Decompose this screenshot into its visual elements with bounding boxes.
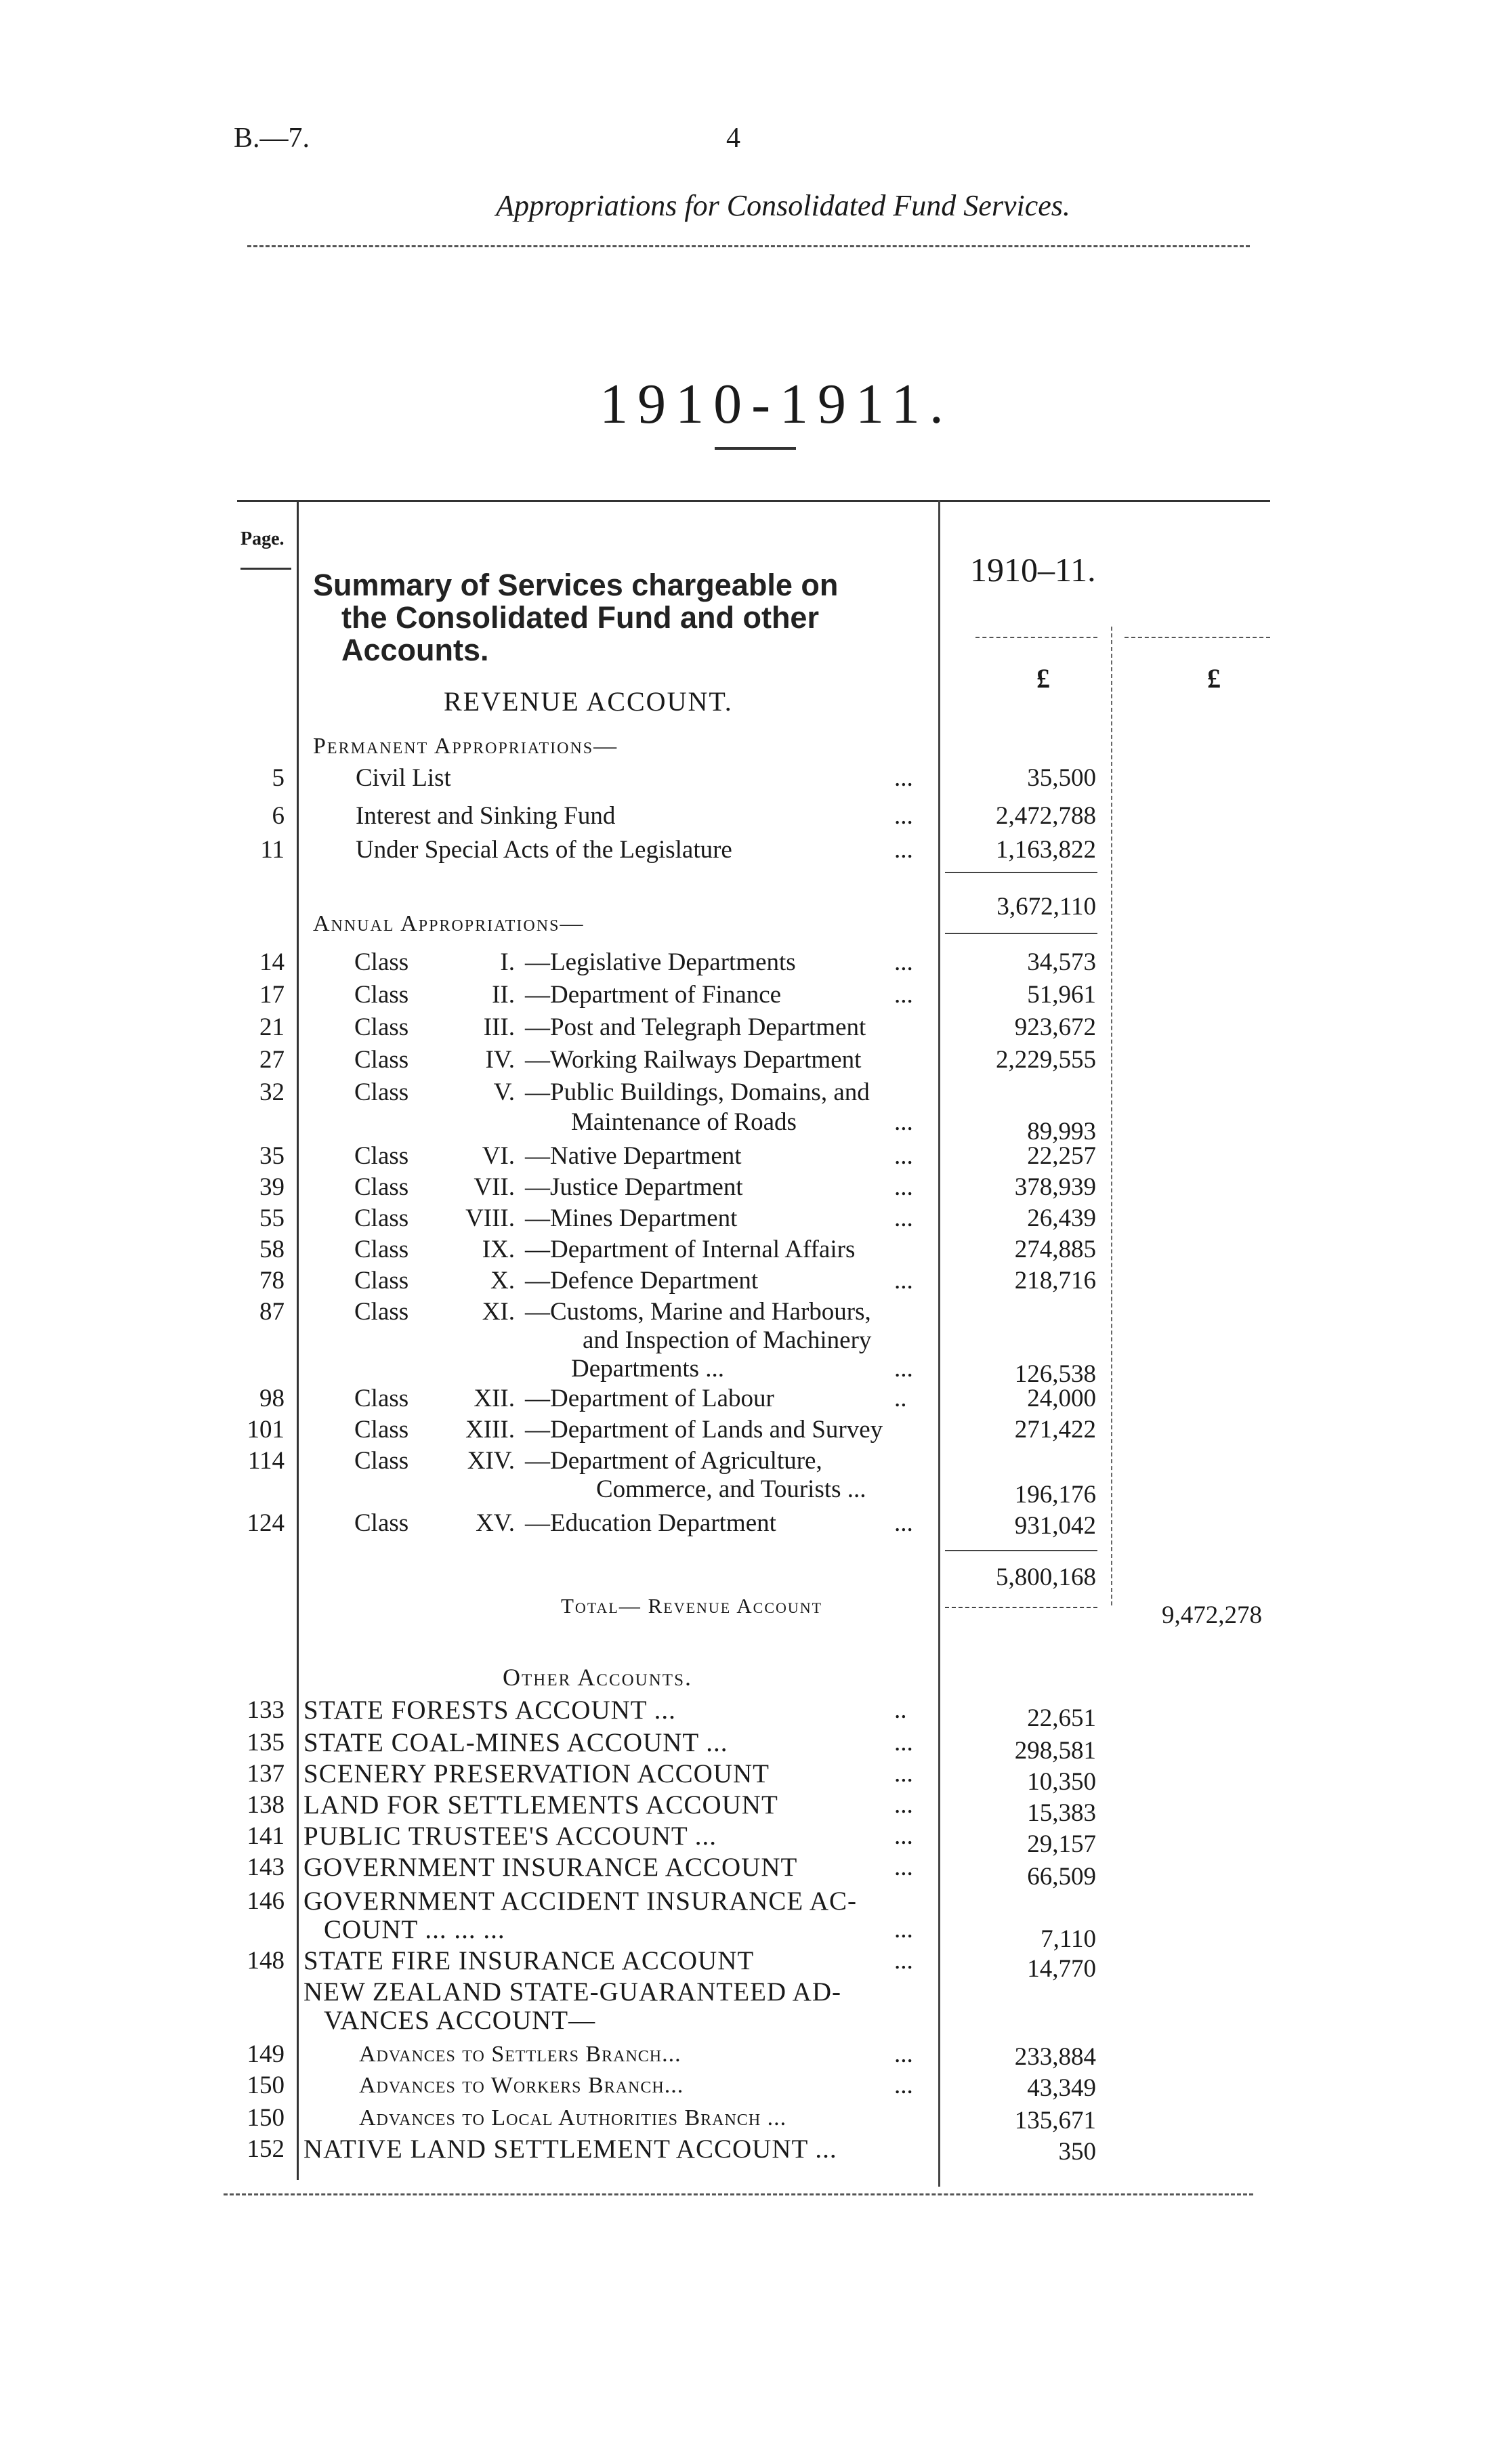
row-leader: ... (894, 981, 913, 1009)
table-row (0, 801, 1512, 832)
table-title (313, 569, 926, 667)
table-row (0, 1297, 1512, 1328)
row-amount: 274,885 (1014, 1236, 1096, 1263)
row-description: STATE FIRE INSURANCE ACCOUNT (303, 1946, 755, 1975)
table-row (0, 1508, 1512, 1539)
table-row (0, 2039, 1512, 2070)
row-leader: ... (894, 1267, 913, 1295)
row-description: PUBLIC TRUSTEE'S ACCOUNT ... (303, 1822, 717, 1851)
row-class: Class (354, 1013, 409, 1041)
row-class-number: XIII. (465, 1416, 515, 1444)
row-leader: ... (894, 1509, 913, 1537)
row-class-number: VIII. (465, 1204, 515, 1232)
table-row (0, 1945, 1512, 1983)
revenue-total-amount: 9,472,278 (1162, 1601, 1262, 1629)
row-description: —Education Department (525, 1509, 776, 1537)
row-leader: ... (894, 1760, 913, 1788)
table-row (0, 2134, 1512, 2165)
row-page: 5 (272, 764, 285, 792)
row-description-cont: Commerce, and Tourists ... (596, 1475, 866, 1503)
subtotal-rule (945, 933, 1097, 934)
row-amount: 126,538 (1014, 1360, 1096, 1388)
row-description-cont: and Inspection of Machinery (583, 1326, 872, 1354)
row-class: Class (354, 1447, 409, 1475)
row-description: LAND FOR SETTLEMENTS ACCOUNT (303, 1790, 778, 1820)
row-leader: ... (894, 2040, 913, 2068)
row-amount: 196,176 (1014, 1481, 1096, 1509)
row-amount: 2,229,555 (996, 1046, 1096, 1074)
permanent-appropriations-heading: Permanent Appropriations— (313, 734, 618, 759)
table-row (0, 1790, 1512, 1827)
nz-heading-line1: NEW ZEALAND STATE-GUARANTEED AD- (303, 1977, 841, 2006)
row-amount: 29,157 (1027, 1830, 1096, 1858)
nz-heading-row (0, 2005, 1512, 2036)
page-subtitle: Appropriations for Consolidated Fund Services. (496, 189, 1070, 222)
permanent-subtotal: 3,672,110 (996, 893, 1096, 921)
row-amount: 66,509 (1027, 1863, 1096, 1891)
table-row (0, 1886, 1512, 1917)
row-leader: .. (894, 1696, 907, 1724)
table-row (0, 1265, 1512, 1297)
row-description: —Department of Labour (525, 1385, 774, 1412)
row-leader: ... (894, 1204, 913, 1232)
table-row (0, 1727, 1512, 1765)
row-page: 137 (247, 1760, 285, 1788)
row-amount: 271,422 (1014, 1416, 1096, 1444)
row-page: 11 (260, 836, 285, 864)
other-accounts-heading: Other Accounts. (503, 1664, 692, 1691)
row-page: 133 (247, 1696, 285, 1724)
table-row-continuation (0, 1325, 1512, 1356)
row-page: 101 (247, 1416, 285, 1444)
row-description: Advances to Settlers Branch... (359, 2042, 681, 2067)
currency-symbol-col2: £ (1207, 663, 1221, 694)
row-description: —Mines Department (525, 1204, 738, 1232)
table-row (0, 980, 1512, 1011)
row-leader: .. (894, 1385, 907, 1412)
row-class-number: XV. (476, 1509, 515, 1537)
row-description: —Legislative Departments (525, 948, 796, 976)
row-description: —Customs, Marine and Harbours, (525, 1298, 871, 1326)
row-page: 32 (259, 1078, 285, 1106)
row-description: Interest and Sinking Fund (356, 802, 616, 830)
revenue-total-row (0, 1591, 1512, 1629)
row-class: Class (354, 981, 409, 1009)
table-row-continuation (0, 1107, 1512, 1145)
row-description: —Post and Telegraph Department (525, 1013, 866, 1041)
row-description-cont: Maintenance of Roads (571, 1108, 797, 1136)
table-row (0, 763, 1512, 794)
revenue-total-label: Total— Revenue Account (561, 1594, 823, 1618)
row-amount: 218,716 (1014, 1267, 1096, 1295)
page-column-underline (240, 568, 291, 570)
page-number: 4 (726, 123, 740, 154)
row-page: 21 (259, 1013, 285, 1041)
permanent-subtotal-row (0, 891, 1512, 923)
row-description: Under Special Acts of the Legislature (356, 836, 732, 864)
row-amount: 10,350 (1027, 1768, 1096, 1796)
row-description: —Native Department (525, 1142, 742, 1170)
row-description: —Department of Internal Affairs (525, 1236, 856, 1263)
row-description: —Public Buildings, Domains, and (525, 1078, 870, 1106)
table-row (0, 1446, 1512, 1477)
table-row (0, 1077, 1512, 1108)
year-title: 1910-1911. (600, 373, 953, 436)
table-row (0, 1203, 1512, 1234)
table-row-continuation (0, 1353, 1512, 1388)
row-page: 27 (259, 1046, 285, 1074)
row-description: —Department of Lands and Survey (525, 1416, 883, 1444)
row-class-number: III. (483, 1013, 515, 1041)
row-class-number: XI. (482, 1298, 515, 1326)
row-leader: ... (894, 836, 913, 864)
row-description: Advances to Workers Branch... (359, 2073, 684, 2098)
table-row (0, 2070, 1512, 2101)
row-class-number: I. (500, 948, 515, 976)
row-amount: 43,349 (1027, 2074, 1096, 2102)
table-row-continuation (0, 1474, 1512, 1509)
row-class-number: X. (490, 1267, 515, 1295)
row-page: 35 (259, 1142, 285, 1170)
nz-heading-line2: VANCES ACCOUNT— (324, 2006, 596, 2035)
nz-heading-row (0, 1977, 1512, 2008)
year-header-rule-left (975, 637, 1097, 638)
row-description: —Defence Department (525, 1267, 759, 1295)
row-description-cont: Departments ... (571, 1355, 725, 1383)
row-description: Advances to Local Authorities Branch ... (359, 2105, 787, 2130)
year-title-rule (715, 447, 796, 450)
row-amount: 15,383 (1027, 1799, 1096, 1827)
row-page: 135 (247, 1729, 285, 1757)
row-amount: 298,581 (1014, 1737, 1096, 1765)
revenue-account-heading: REVENUE ACCOUNT. (444, 686, 733, 717)
row-amount: 22,651 (1027, 1704, 1096, 1732)
row-class: Class (354, 1267, 409, 1295)
row-amount: 923,672 (1014, 1013, 1096, 1041)
row-page: 58 (259, 1236, 285, 1263)
currency-symbol-col1: £ (1036, 663, 1050, 694)
row-page: 6 (272, 802, 285, 830)
table-row (0, 1172, 1512, 1203)
table-row (0, 1234, 1512, 1265)
row-class: Class (354, 1173, 409, 1201)
row-amount: 378,939 (1014, 1173, 1096, 1201)
row-class: Class (354, 1142, 409, 1170)
row-amount: 35,500 (1027, 764, 1096, 792)
row-leader: ... (894, 1108, 913, 1136)
row-amount: 1,163,822 (996, 836, 1096, 864)
table-row (0, 947, 1512, 978)
table-row (0, 835, 1512, 866)
row-page: 78 (259, 1267, 285, 1295)
row-amount: 931,042 (1014, 1512, 1096, 1540)
row-class-number: IV. (485, 1046, 515, 1074)
row-page: 114 (247, 1447, 285, 1475)
row-page: 39 (259, 1173, 285, 1201)
row-page: 14 (259, 948, 285, 976)
table-row (0, 1414, 1512, 1446)
row-amount: 89,993 (1027, 1118, 1096, 1145)
row-page: 149 (247, 2040, 285, 2068)
row-page: 143 (247, 1853, 285, 1881)
row-description: GOVERNMENT INSURANCE ACCOUNT (303, 1853, 798, 1882)
row-page: 150 (247, 2104, 285, 2132)
row-leader: ... (894, 764, 913, 792)
table-row (0, 1821, 1512, 1858)
row-description: —Department of Agriculture, (525, 1447, 822, 1475)
row-amount: 14,770 (1027, 1955, 1096, 1983)
row-amount: 51,961 (1027, 981, 1096, 1009)
row-class-number: VI. (482, 1142, 515, 1170)
row-leader: ... (894, 1822, 913, 1850)
year-header-rule-right (1125, 637, 1270, 638)
row-leader: ... (894, 1729, 913, 1757)
table-row (0, 1695, 1512, 1732)
row-class: Class (354, 1298, 409, 1326)
row-class: Class (354, 1078, 409, 1106)
row-class: Class (354, 1236, 409, 1263)
row-class-number: XII. (474, 1385, 515, 1412)
row-amount: 24,000 (1027, 1385, 1096, 1412)
row-class: Class (354, 1204, 409, 1232)
row-page: 17 (259, 981, 285, 1009)
page-column-label: Page. (240, 528, 285, 549)
table-row (0, 1383, 1512, 1414)
table-row (0, 1012, 1512, 1043)
row-amount: 2,472,788 (996, 802, 1096, 830)
row-description: NATIVE LAND SETTLEMENT ACCOUNT ... (303, 2134, 837, 2164)
table-row (0, 1045, 1512, 1076)
subtotal-rule (945, 1550, 1097, 1551)
row-class: Class (354, 1416, 409, 1444)
row-description: STATE COAL-MINES ACCOUNT ... (303, 1728, 728, 1757)
table-row (0, 1141, 1512, 1172)
table-row (0, 2103, 1512, 2134)
row-amount: 26,439 (1027, 1204, 1096, 1232)
header-rule (247, 245, 1250, 247)
row-page: 124 (247, 1509, 285, 1537)
table-title-line3: Accounts. (341, 633, 489, 667)
row-leader: ... (894, 1142, 913, 1170)
row-amount: 7,110 (1041, 1925, 1096, 1953)
row-leader: ... (894, 2071, 913, 2099)
row-leader: ... (894, 1355, 913, 1383)
row-class-number: XIV. (467, 1447, 515, 1475)
row-class-number: V. (493, 1078, 515, 1106)
row-leader: ... (894, 1853, 913, 1881)
annual-subtotal: 5,800,168 (996, 1563, 1096, 1591)
row-description-cont: COUNT ... ... ... (324, 1915, 505, 1944)
row-amount: 350 (1058, 2138, 1096, 2166)
row-description: —Department of Finance (525, 981, 782, 1009)
row-class: Class (354, 1046, 409, 1074)
row-description: Civil List (356, 764, 451, 792)
table-title-line1: Summary of Services chargeable on (313, 568, 839, 602)
row-class: Class (354, 948, 409, 976)
row-description: —Working Railways Department (525, 1046, 862, 1074)
row-page: 141 (247, 1822, 285, 1850)
row-description: —Justice Department (525, 1173, 743, 1201)
table-row-continuation (0, 1914, 1512, 1953)
row-page: 152 (247, 2135, 285, 2163)
table-row (0, 1852, 1512, 1891)
row-class-number: IX. (482, 1236, 515, 1263)
row-amount: 233,884 (1014, 2043, 1096, 2071)
table-title-line2: the Consolidated Fund and other (341, 600, 819, 635)
row-description: SCENERY PRESERVATION ACCOUNT (303, 1759, 770, 1788)
row-description: GOVERNMENT ACCIDENT INSURANCE AC- (303, 1887, 858, 1916)
row-amount: 34,573 (1027, 948, 1096, 976)
row-page: 87 (259, 1298, 285, 1326)
row-page: 138 (247, 1791, 285, 1819)
document-reference: B.—7. (234, 123, 310, 154)
row-class: Class (354, 1509, 409, 1537)
row-amount: 22,257 (1027, 1142, 1096, 1170)
row-amount: 135,671 (1014, 2107, 1096, 2134)
annual-appropriations-heading: Annual Appropriations— (313, 911, 585, 936)
row-class-number: II. (492, 981, 515, 1009)
row-description: STATE FORESTS ACCOUNT ... (303, 1696, 676, 1725)
table-top-rule (237, 500, 1270, 502)
row-leader: ... (894, 948, 913, 976)
row-leader: ... (894, 1916, 913, 1943)
row-page: 150 (247, 2071, 285, 2099)
row-page: 98 (259, 1385, 285, 1412)
row-leader: ... (894, 1173, 913, 1201)
year-column-header: 1910–11. (970, 551, 1096, 589)
row-page: 55 (259, 1204, 285, 1232)
row-leader: ... (894, 1947, 913, 1975)
row-page: 146 (247, 1887, 285, 1915)
row-class-number: VII. (474, 1173, 515, 1201)
row-leader: ... (894, 1791, 913, 1819)
row-leader: ... (894, 802, 913, 830)
row-page: 148 (247, 1947, 285, 1975)
annual-subtotal-row (0, 1562, 1512, 1593)
row-class: Class (354, 1385, 409, 1412)
table-bottom-rule (224, 2193, 1253, 2195)
subtotal-rule (945, 872, 1097, 873)
table-row (0, 1759, 1512, 1796)
